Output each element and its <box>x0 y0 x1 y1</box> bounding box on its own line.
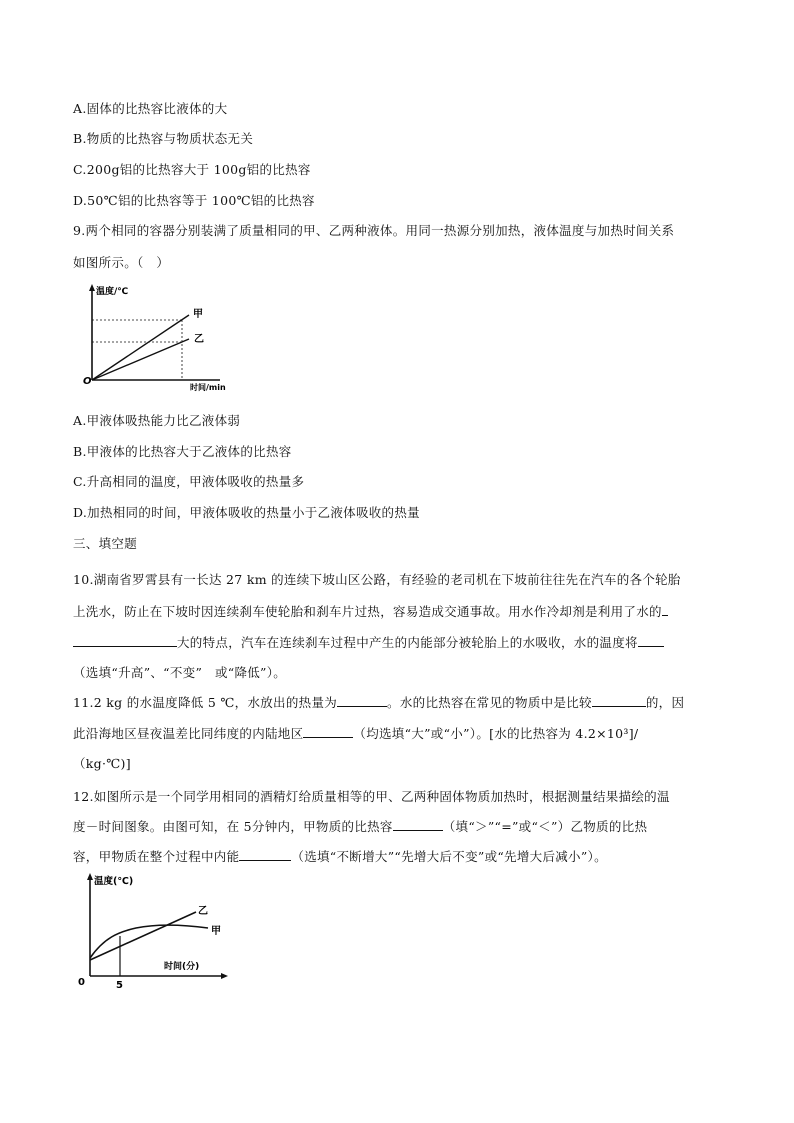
q9-xlabel: 时间/min <box>190 383 226 392</box>
q12-ylabel: 温度(℃) <box>94 876 134 887</box>
q12-curve-jia <box>90 925 208 958</box>
q12-line3-part1: 容，甲物质在整个过程中内能 <box>73 849 240 864</box>
q11-line1 <box>73 693 684 711</box>
q11-blank2[interactable] <box>592 694 646 707</box>
q12-figure <box>74 868 234 990</box>
q10-line2 <box>73 602 668 620</box>
q12-line2-part1: 度－时间图象。由图可知，在 5分钟内，甲物质的比热容 <box>73 819 393 834</box>
q8-option-a: A.固体的比热容比液体的大 <box>73 101 228 116</box>
section-title: 三、填空题 <box>73 536 138 551</box>
q10-line3-text: 大的特点，汽车在连续刹车过程中产生的内能部分被轮胎上的水吸收，水的温度将 <box>177 635 638 650</box>
q12-blank1[interactable] <box>393 818 443 831</box>
q12-blank2[interactable] <box>239 848 291 861</box>
q10-line1: 10.湖南省罗霄县有一长达 27 km 的连续下坡山区公路，有经验的老司机在下坡前往往先在汽车的各个轮胎 <box>73 572 681 587</box>
q9-line-jia <box>92 315 189 380</box>
q9-line-yi <box>92 339 189 380</box>
q11-line1-part1: 11.2 kg 的水温度降低 5 ℃，水放出的热量为 <box>73 695 338 710</box>
q10-blank2[interactable] <box>638 634 664 647</box>
q8-option-b: B.物质的比热容与物质状态无关 <box>73 131 254 146</box>
q11-line1-part3: 的，因 <box>645 695 685 710</box>
q12-label-jia: 甲 <box>211 926 221 937</box>
q10-line4: （选填“升高”、“不变” 或“降低”）。 <box>73 665 287 680</box>
q12-line1: 12.如图所示是一个同学用相同的酒精灯给质量相等的甲、乙两种固体物质加热时，根据测量结果描绘的温 <box>73 789 670 804</box>
q9-option-c: C.升高相同的温度，甲液体吸收的热量多 <box>73 474 305 489</box>
q8-option-c: C.200g铝的比热容大于 100g铝的比热容 <box>73 162 311 177</box>
q9-figure <box>82 280 232 392</box>
q9-option-d: D.加热相同的时间，甲液体吸收的热量小于乙液体吸收的热量 <box>73 505 420 520</box>
q12-tick5: 5 <box>116 980 123 990</box>
q11-blank1[interactable] <box>337 694 387 707</box>
q12-y-arrow <box>87 873 93 880</box>
q12-line2-part2: （填“＞”“=”或“＜”）乙物质的比热 <box>442 819 648 834</box>
q10-blank1-start[interactable] <box>662 603 668 616</box>
q8-option-d: D.50℃铝的比热容等于 100℃铝的比热容 <box>73 193 315 208</box>
q10-line3 <box>73 633 664 651</box>
q9-stem-line2: 如图所示。（ ） <box>73 255 170 270</box>
q11-blank3[interactable] <box>303 725 353 738</box>
q10-line2-text: 上洗水，防止在下坡时因连续刹车使轮胎和刹车片过热，容易造成交通事故。用水作冷却剂是利用了水的 <box>73 604 662 619</box>
q11-line2 <box>73 724 638 742</box>
q9-label-jia: 甲 <box>193 309 203 320</box>
q12-x-arrow <box>221 973 228 979</box>
q9-label-yi: 乙 <box>194 334 204 345</box>
q9-option-a: A.甲液体吸热能力比乙液体弱 <box>73 413 241 428</box>
q10-blank1[interactable] <box>73 634 177 647</box>
q12-line3 <box>73 847 607 865</box>
q9-ylabel: 温度/℃ <box>96 287 129 297</box>
q12-line3-part2: （选填“不断增大”“先增大后不变”或“先增大后减小”）。 <box>291 849 607 864</box>
q9-origin: O <box>83 376 92 387</box>
q12-origin: 0 <box>78 977 85 988</box>
q11-line2-part2: （均选填“大”或“小”）。[水的比热容为 4.2×10³]/ <box>353 726 639 741</box>
q9-stem-line1: 9.两个相同的容器分别装满了质量相同的甲、乙两种液体。用同一热源分别加热，液体温度与加热时间关系 <box>73 223 675 238</box>
q12-label-yi: 乙 <box>198 906 208 917</box>
q11-line2-part1: 此沿海地区昼夜温差比同纬度的内陆地区 <box>73 726 304 741</box>
q9-y-arrow <box>89 284 95 291</box>
q11-line3: （kg·℃)] <box>73 756 131 771</box>
q12-line-yi <box>90 912 196 960</box>
q12-line2 <box>73 817 647 835</box>
q12-xlabel: 时间(分) <box>164 962 200 972</box>
q11-line1-part2: 。水的比热容在常见的物质中是比较 <box>387 695 592 710</box>
q9-option-b: B.甲液体的比热容大于乙液体的比热容 <box>73 444 292 459</box>
